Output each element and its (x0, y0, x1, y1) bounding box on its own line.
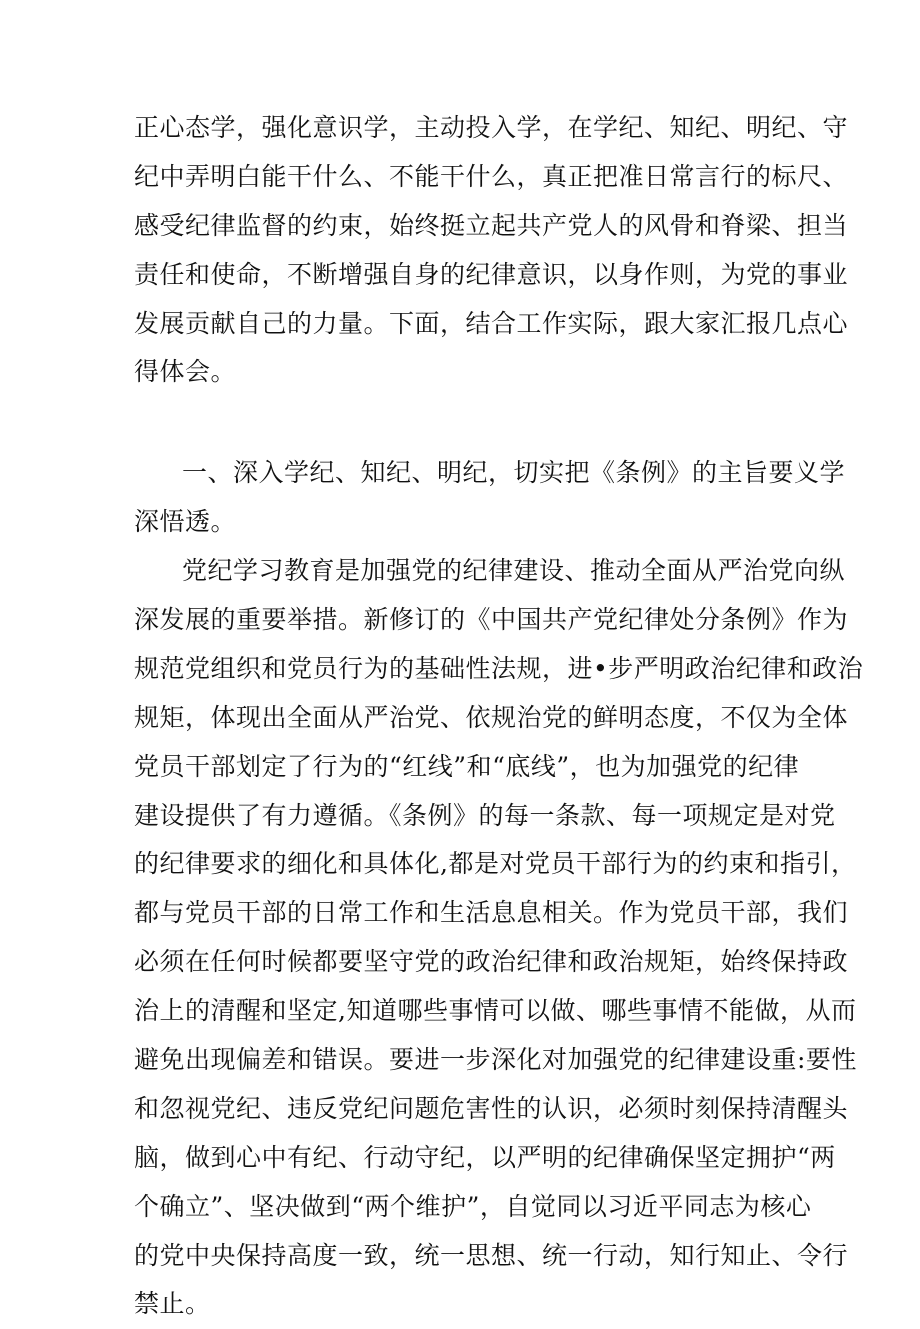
body-line: 党纪学习教育是加强党的纪律建设、推动全面从严治党向纵 (182, 556, 846, 586)
body-line: 个确立”、坚决做到“两个维护”，自觉同以习近平同志为核心 (134, 1191, 812, 1221)
body-line: 规矩，体现出全面从严治党、依规治党的鲜明态度，不仅为全体 (134, 702, 849, 732)
body-line: 避免出现偏差和错误。要进一步深化对加强党的纪律建设重:要性 (134, 1045, 857, 1075)
document-text (134, 104, 864, 1329)
body-line: 规范党组织和党员行为的基础性法规，进•步严明政治纪律和政治 (134, 653, 864, 683)
body-line: 建设提供了有力遵循。《条例》的每一条款、每一项规定是对党 (134, 800, 836, 830)
body-line: 党员干部划定了行为的“红线”和“底线”，也为加强党的纪律 (134, 751, 800, 781)
section-heading-line: 深悟透。 (134, 507, 237, 537)
paragraph-gap (134, 423, 794, 449)
body-line: 深发展的重要举措。新修订的《中国共产党纪律处分条例》作为 (134, 605, 849, 635)
body-line: 都与党员干部的日常工作和生活息息相关。作为党员干部，我们 (134, 898, 849, 928)
body-line: 脑，做到心中有纪、行动守纪，以严明的纪律确保坚定拥护“两 (134, 1142, 836, 1172)
paragraph-gap (134, 397, 794, 423)
body-line: 和忽视党纪、违反党纪问题危害性的认识，必须时刻保持清醒头 (134, 1093, 849, 1123)
intro-line: 发展贡献自己的力量。下面，结合工作实际，跟大家汇报几点心 (134, 308, 849, 338)
intro-line: 纪中弄明白能干什么、不能干什么，真正把准日常言行的标尺、 (134, 161, 849, 191)
intro-line: 感受纪律监督的约束，始终挺立起共产党人的风骨和脊梁、担当 (134, 210, 849, 240)
body-line: 禁止。 (134, 1289, 211, 1319)
intro-line: 得体会。 (134, 357, 237, 387)
body-line: 的党中央保持高度一致，统一思想、统一行动，知行知止、令行 (134, 1240, 849, 1270)
intro-line: 正心态学，强化意识学，主动投入学，在学纪、知纪、明纪、守 (134, 113, 849, 142)
body-line: 必须在任何时候都要坚守党的政治纪律和政治规矩，始终保持政 (134, 947, 849, 977)
body-line: 治上的清醒和坚定,知道哪些事情可以做、哪些事情不能做，从而 (134, 996, 857, 1026)
intro-line: 责任和使命，不断增强自身的纪律意识，以身作则，为党的事业 (134, 259, 849, 289)
section-heading-line: 一、深入学纪、知纪、明纪，切实把《条例》的主旨要义学 (182, 458, 846, 488)
body-line: 的纪律要求的细化和具体化,都是对党员干部行为的约束和指引， (134, 849, 857, 879)
